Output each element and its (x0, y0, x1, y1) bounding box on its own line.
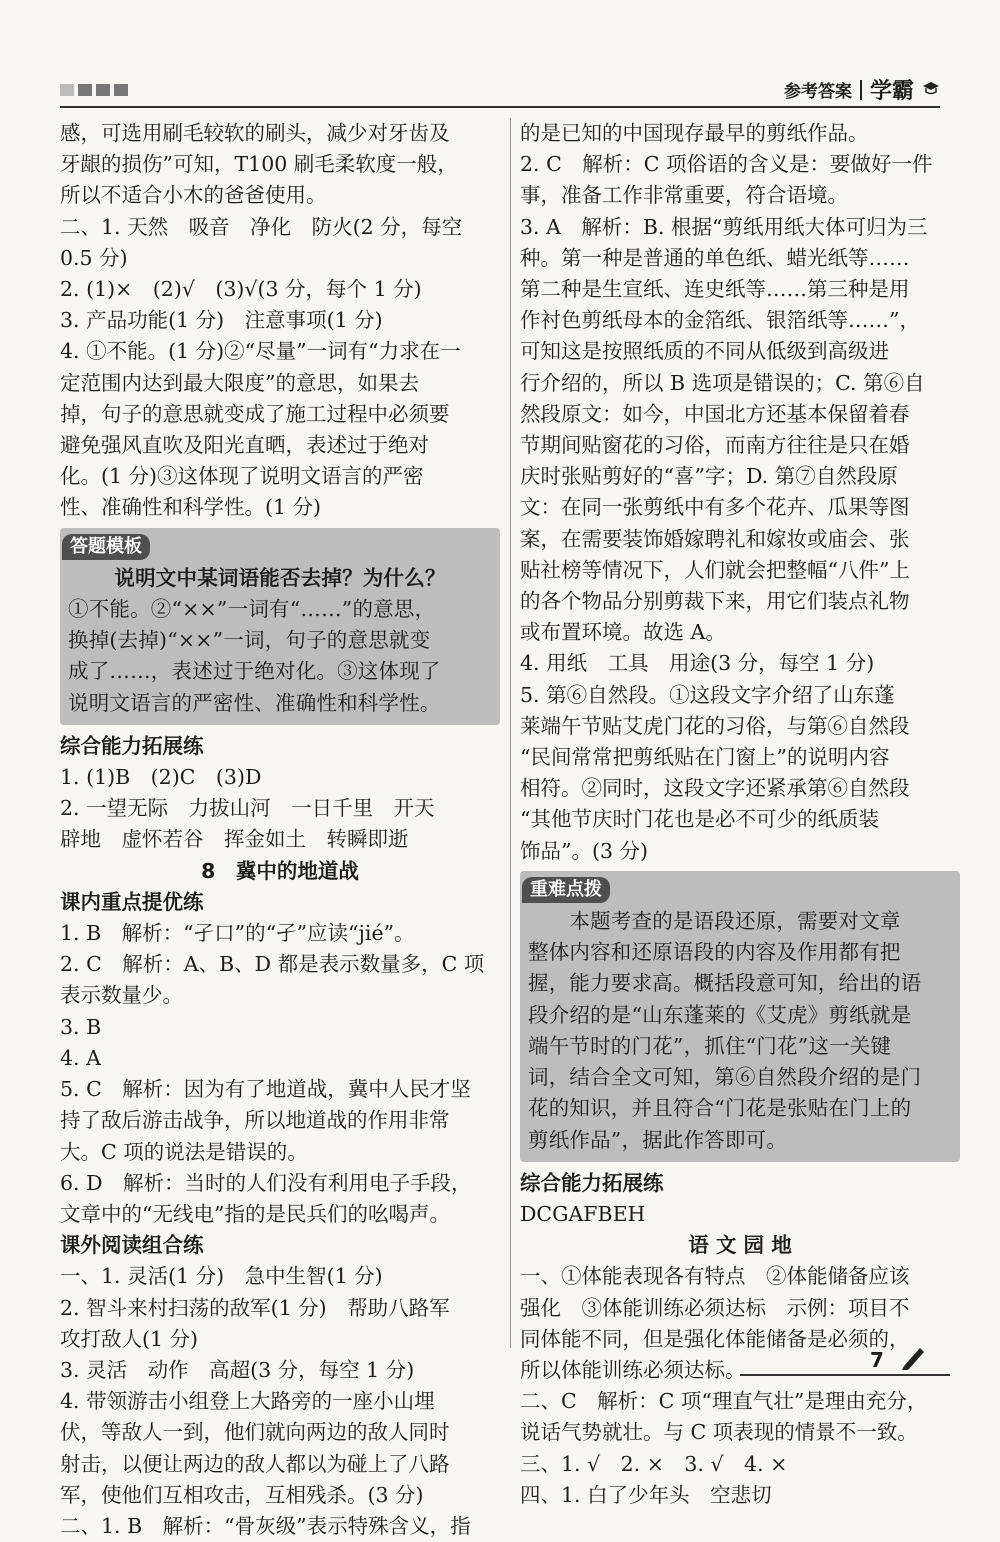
lesson-title: 8 冀中的地道战 (201, 858, 359, 883)
answer-template-tag: 答题模板 (62, 534, 150, 560)
text-line: DCGAFBEH (520, 1201, 646, 1226)
text-line: 表示数量少。 (60, 983, 183, 1008)
text-line: 3. B (60, 1014, 102, 1039)
key-point-tag: 重难点拨 (522, 877, 610, 903)
text-line: 攻打敌人(1 分) (60, 1326, 199, 1351)
text-line: 饰品”。(3 分) (520, 838, 649, 863)
text-line: ①不能。②“××”一词有“……”的意思， (68, 597, 436, 622)
text-line: 说话气势就壮。与 C 项表现的情景不一致。 (520, 1420, 918, 1445)
key-point-box (520, 871, 960, 1162)
text-line: 所以体能训练必须达标。 (520, 1357, 746, 1382)
text-line: 军，使他们互相攻击，互相残杀。(3 分) (60, 1482, 424, 1507)
text-line: 掉，句子的意思就变成了施工过程中必须要 (60, 401, 450, 426)
text-line: 段介绍的是“山东蓬莱的《艾虎》剪纸就是 (528, 1002, 912, 1027)
header-decoration (60, 84, 128, 96)
text-line: 2. 一望无际 力拔山河 一日千里 开天 (60, 796, 435, 821)
text-line: “其他节庆时门花也是必不可少的纸质装 (520, 807, 879, 832)
text-line: 成了……，表述过于绝对化。③这体现了 (68, 659, 441, 684)
text-line: 6. D 解析：当时的人们没有利用电子手段， (60, 1170, 472, 1195)
text-line: 强化 ③体能训练必须达标 示例：项目不 (520, 1295, 910, 1320)
text-line: 整体内容和还原语段的内容及作用都有把 (528, 940, 901, 965)
page-header (60, 70, 940, 108)
section-heading: 课外阅读组合练 (60, 1233, 204, 1258)
text-line: 说明文语言的严密性、准确性和科学性。 (68, 690, 441, 715)
page-number: 7 (870, 1348, 884, 1372)
lesson-title: 语 文 园 地 (688, 1233, 792, 1258)
text-line: 5. 第⑥自然段。①这段文字介绍了山东蓬 (520, 682, 895, 707)
header-brand: 学霸 (869, 79, 914, 104)
text-line: 1. (1)B (2)C (3)D (60, 765, 262, 790)
text-line: 2. 智斗来村扫荡的敌军(1 分) 帮助八路军 (60, 1295, 450, 1320)
text-line: 第二种是生宣纸、连史纸等……第三种是用 (520, 277, 910, 302)
text-line: 避免强风直吹及阳光直晒，表述过于绝对 (60, 433, 429, 458)
text-line: 换掉(去掉)“××”一词，句子的意思就变 (68, 628, 431, 653)
text-line: 4. A (60, 1045, 101, 1070)
text-line: 案，在需要装饰婚嫁聘礼和嫁妆或庙会、张 (520, 526, 910, 551)
text-line: 同体能不同，但是强化体能储备是必须的， (520, 1326, 910, 1351)
text-line: 行介绍的，所以 B 选项是错误的；C. 第⑥自 (520, 370, 925, 395)
text-line: 牙龈的损伤”可知，T100 刷毛柔软度一般， (60, 152, 458, 177)
text-line: “民间常常把剪纸贴在门窗上”的说明内容 (520, 745, 890, 770)
section-heading: 综合能力拓展练 (520, 1170, 664, 1195)
pen-icon (900, 1344, 928, 1374)
text-line: 相符。②同时，这段文字还紧承第⑥自然段 (520, 776, 910, 801)
text-line: 4. 用纸 工具 用途(3 分，每空 1 分) (520, 651, 875, 676)
text-line: 节期间贴窗花的习俗，而南方往往是只在婚 (520, 433, 910, 458)
text-line: 化。(1 分)③这体现了说明文语言的严密 (60, 464, 424, 489)
section-heading: 课内重点提优练 (60, 889, 204, 914)
text-line: 握，能力要求高。概括段意可知，给出的语 (528, 971, 922, 996)
text-line: 持了敌后游击战争，所以地道战的作用非常 (60, 1108, 450, 1133)
left-column (60, 118, 500, 1542)
page-footer (740, 1348, 950, 1376)
text-line: 二、C 解析：C 项“理直气壮”是理由充分， (520, 1389, 928, 1414)
text-line: 射击，以便让两边的敌人都以为碰上了八路 (60, 1451, 450, 1476)
section-heading: 综合能力拓展练 (60, 733, 204, 758)
text-line: 一、1. 灵活(1 分) 急中生智(1 分) (60, 1264, 383, 1289)
text-line: 庆时张贴剪好的“喜”字；D. 第⑦自然段原 (520, 464, 898, 489)
text-line: 作衬色剪纸母本的金箔纸、银箔纸等……”， (520, 308, 920, 333)
text-line: 0.5 分) (60, 245, 128, 270)
header-right (784, 74, 940, 105)
text-line: 或布置环境。故选 A。 (520, 620, 726, 645)
text-line: 剪纸作品”，据此作答即可。 (528, 1127, 788, 1152)
text-line: 文章中的“无线电”指的是民兵们的吆喝声。 (60, 1201, 450, 1226)
text-line: 3. 灵活 动作 高超(3 分，每空 1 分) (60, 1357, 415, 1382)
text-line: 性、准确性和科学性。(1 分) (60, 495, 322, 520)
text-line: 二、1. 天然 吸音 净化 防火(2 分，每空 (60, 214, 463, 239)
text-line: 1. B 解析：“孑口”的“孑”应读“jié”。 (60, 921, 415, 946)
text-line: 种。第一种是普通的单色纸、蜡光纸等…… (520, 245, 910, 270)
text-line: 的是已知的中国现存最早的剪纸作品。 (520, 121, 869, 145)
text-line: 一、①体能表现各有特点 ②体能储备应该 (520, 1264, 910, 1289)
text-line: 的各个物品分别剪裁下来，用它们装点礼物 (520, 589, 910, 614)
text-line: 3. 产品功能(1 分) 注意事项(1 分) (60, 308, 383, 333)
text-line: 贴社榜等情况下，人们就会把整幅“八件”上 (520, 557, 910, 582)
text-line: 词，结合全文可知，第⑥自然段介绍的是门 (528, 1065, 922, 1090)
text-line: 伏，等敌人一到，他们就向两边的敌人同时 (60, 1420, 450, 1445)
text-line: 四、1. 白了少年头 空悲切 (520, 1482, 772, 1507)
header-separator (860, 80, 862, 100)
answer-template-heading: 说明文中某词语能否去掉？为什么？ (114, 565, 446, 590)
text-line: 2. (1)× (2)√ (3)√(3 分，每个 1 分) (60, 277, 422, 302)
text-line: 定范围内达到最大限度”的意思，如果去 (60, 370, 419, 395)
text-line: 可知这是按照纸质的不同从低级到高级进 (520, 339, 889, 364)
text-line: 端午节时的门花”，抓住“门花”这一关键 (528, 1033, 892, 1058)
text-line: 事，准备工作非常重要，符合语境。 (520, 183, 848, 208)
text-line: 然段原文：如今，中国北方还基本保留着春 (520, 401, 910, 426)
text-line: 4. 带领游击小组登上大路旁的一座小山埋 (60, 1389, 435, 1414)
text-line: 二、1. B 解析：“骨灰级”表示特殊含义，指 (60, 1513, 471, 1538)
text-line: 2. C 解析：A、B、D 都是表示数量多，C 项 (60, 952, 485, 977)
text-line: 4. ①不能。(1 分)②“尽量”一词有“力求在一 (60, 339, 461, 364)
text-line: 本题考查的是语段还原，需要对文章 (528, 909, 901, 934)
text-line: 辟地 虚怀若谷 挥金如土 转瞬即逝 (60, 827, 409, 852)
text-line: 文：在同一张剪纸中有多个花卉、瓜果等图 (520, 495, 910, 520)
answer-template-box (60, 528, 500, 725)
column-divider (510, 118, 511, 1348)
graduation-cap-icon (922, 80, 940, 100)
right-column (520, 118, 960, 1511)
text-line: 2. C 解析：C 项俗语的含义是：要做好一件 (520, 152, 933, 177)
text-line: 莱端午节贴艾虎门花的习俗，与第⑥自然段 (520, 713, 910, 738)
text-line: 3. A 解析：B. 根据“剪纸用纸大体可归为三 (520, 214, 928, 239)
text-line: 三、1. √ 2. × 3. √ 4. × (520, 1451, 788, 1476)
text-line: 花的知识，并且符合“门花是张贴在门上的 (528, 1096, 912, 1121)
header-label: 参考答案 (783, 82, 852, 102)
text-line: 感，可选用刷毛较软的刷头，减少对牙齿及 (60, 121, 450, 145)
text-line: 大。C 项的说法是错误的。 (60, 1139, 308, 1164)
text-line: 5. C 解析：因为有了地道战，冀中人民才坚 (60, 1077, 471, 1102)
text-line: 所以不适合小木的爸爸使用。 (60, 183, 327, 208)
